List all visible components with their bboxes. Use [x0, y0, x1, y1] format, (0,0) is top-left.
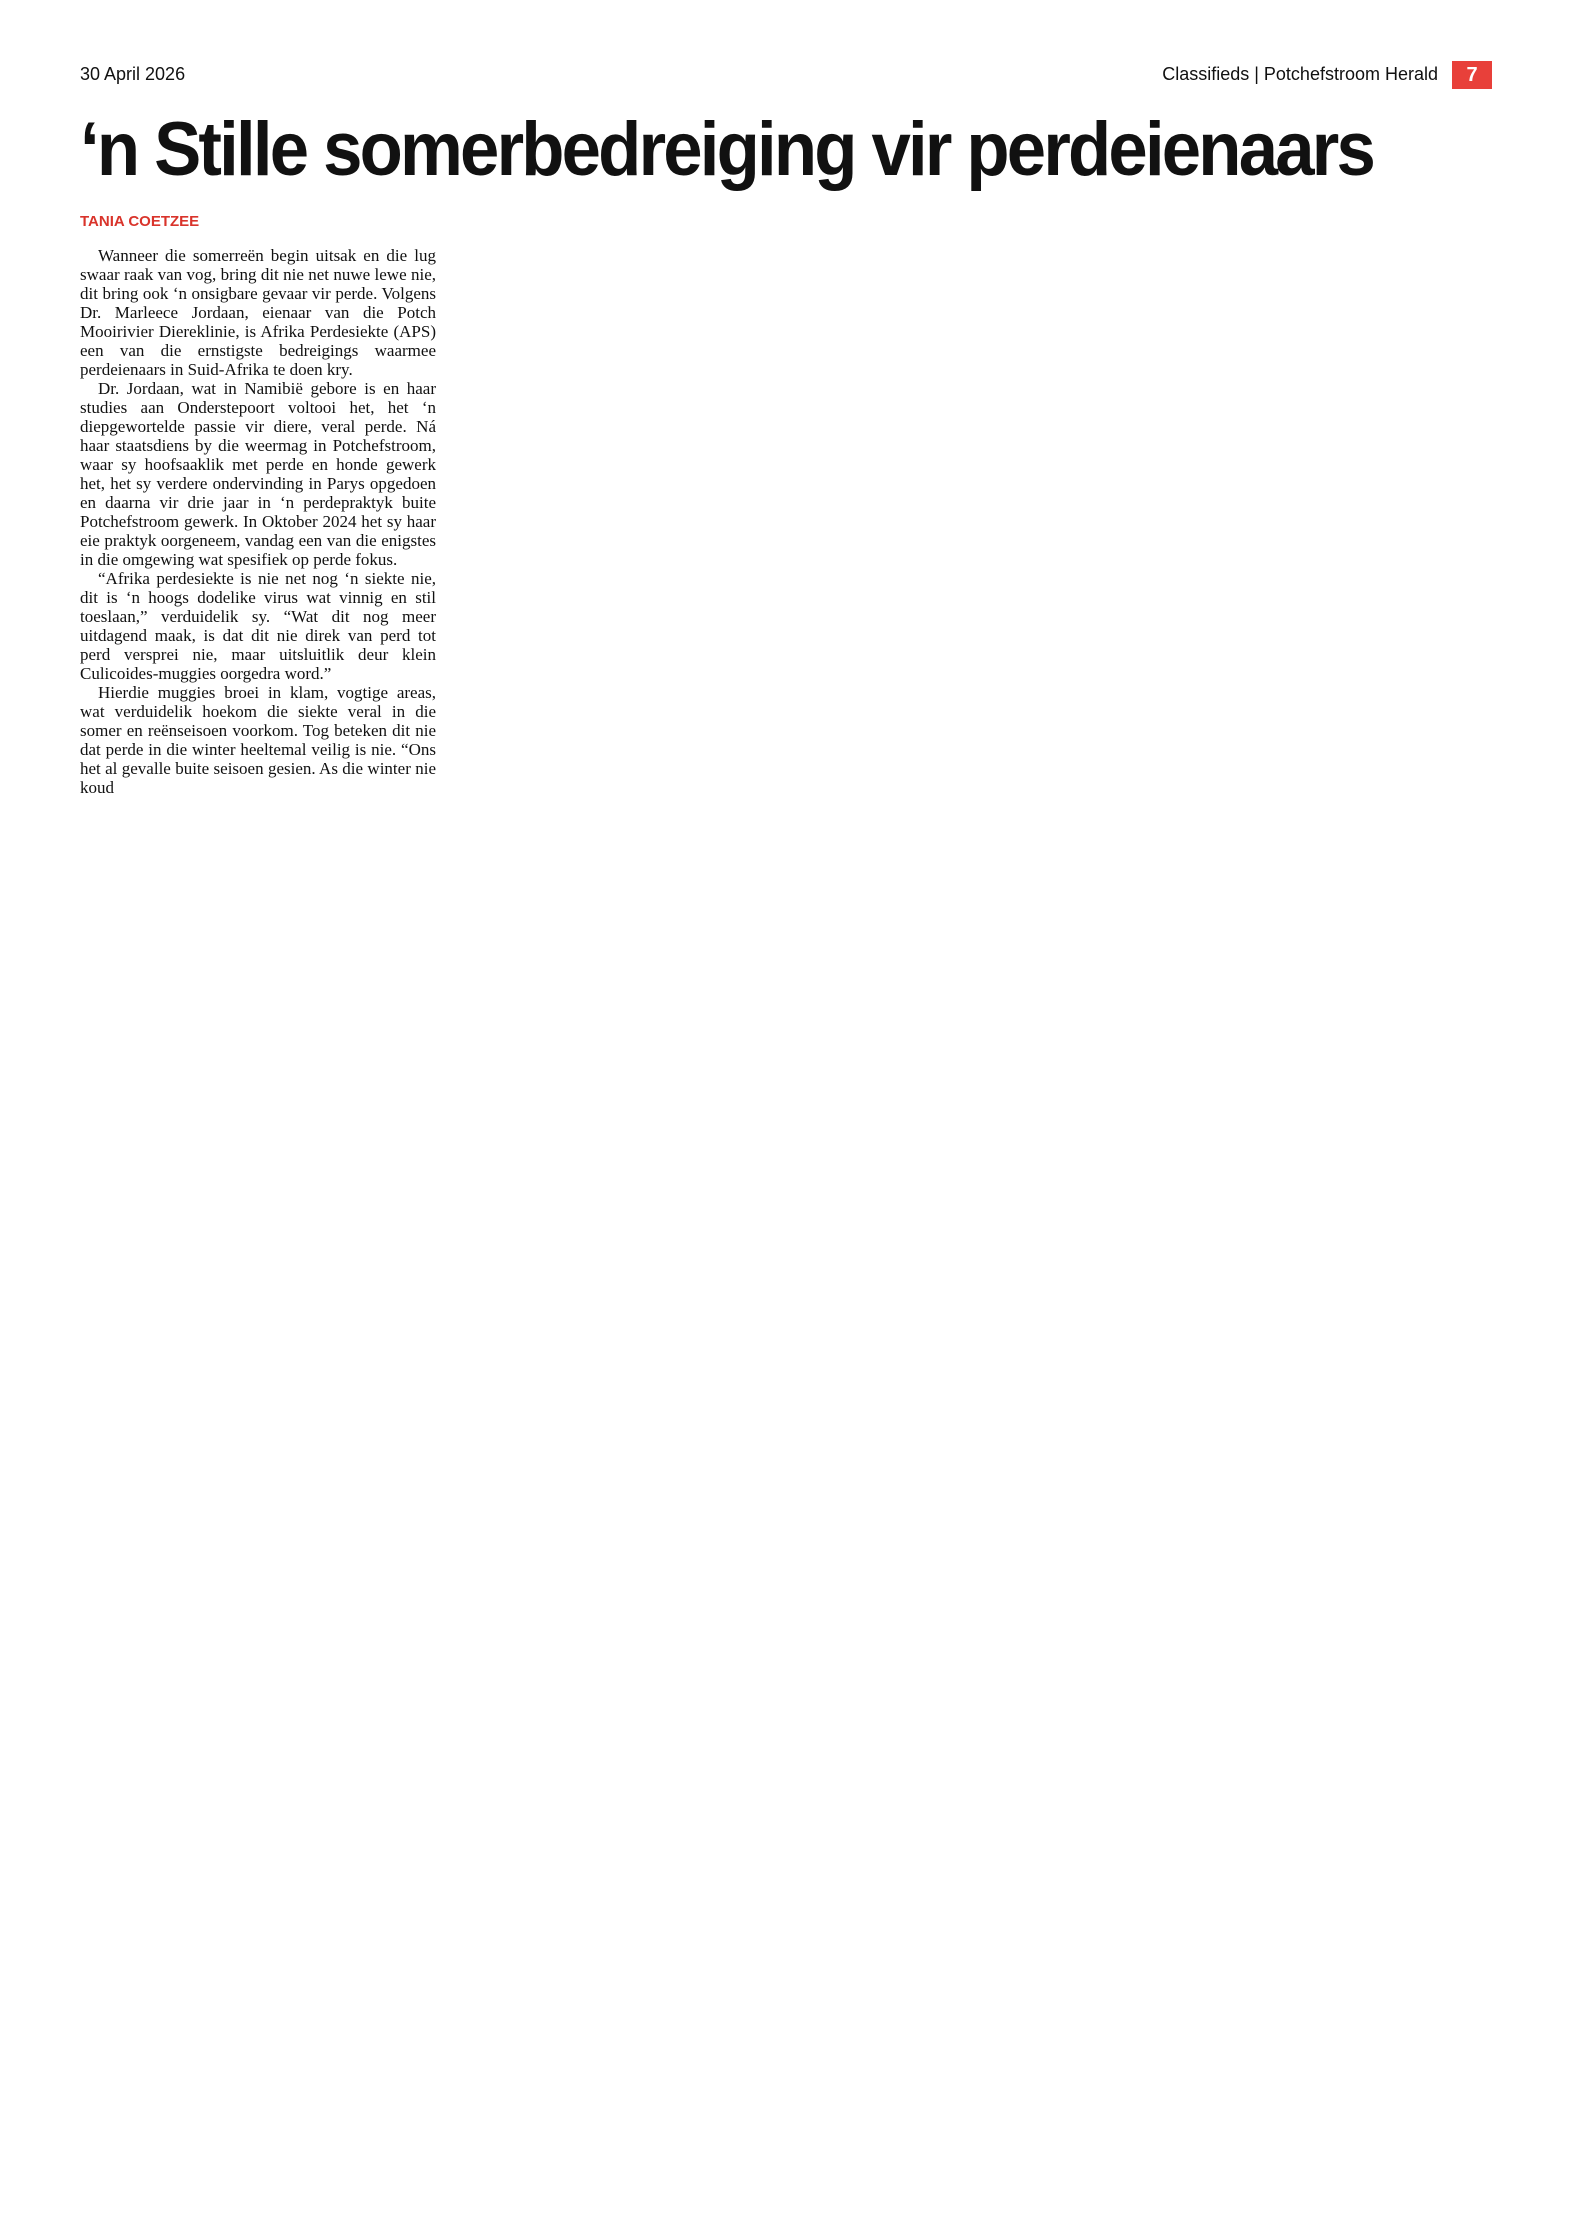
article-paragraph: Wanneer die somerreën begin uitsak en die lug swaar raak van vog, bring dit nie net nuwe lewe nie, dit bring ook ‘n onsigbare gevaar vir perde. Volgens Dr. Marleece Jordaan, eienaar van die Potch Mooirivier Diereklinie, is Afrika Perdesiekte (APS) een van die ernstigste bedreigings waarmee perdeienaars in Suid-Afrika te doen kry.: [80, 246, 436, 379]
article-column-1: [80, 246, 436, 797]
article-headline: ‘n Stille somerbedreiging vir perdeienaars: [80, 107, 1373, 192]
article-byline: TANIA COETZEE: [80, 213, 200, 230]
page-header: [80, 64, 1492, 94]
section-label: Classifieds | Potchefstroom Herald: [1162, 64, 1438, 84]
article-paragraph: “Afrika perdesiekte is nie net nog ‘n siekte nie, dit is ‘n hoogs dodelike virus wat vinnig en stil toeslaan,” verduidelik sy. “Wat dit nog meer uitdagend maak, is dat dit nie direk van perd tot perd versprei nie, maar uitsluitlik deur klein Culicoides-muggies oorgedra word.”: [80, 569, 436, 683]
page-number: 7: [1452, 61, 1492, 89]
article-paragraph: Hierdie muggies broei in klam, vogtige areas, wat verduidelik hoekom die siekte veral in die somer en reënseisoen voorkom. Tog beteken dit nie dat perde in die winter heeltemal veilig is nie. “Ons het al gevalle buite seisoen gesien. As die winter nie koud: [80, 683, 436, 797]
issue-date: 30 April 2026: [80, 64, 186, 84]
article-paragraph: Dr. Jordaan, wat in Namibië gebore is en haar studies aan Onderstepoort voltooi het, het ‘n diepgewortelde passie vir diere, veral perde. Ná haar staatsdiens by die weermag in Potchefstroom, waar sy hoofsaaklik met perde en honde gewerk het, het sy verdere ondervinding in Parys opgedoen en daarna vir drie jaar in ‘n perdepraktyk buite Potchefstroom gewerk. In Oktober 2024 het sy haar eie praktyk oorgeneem, vandag een van die enigstes in die omgewing wat spesifiek op perde fokus.: [80, 379, 436, 569]
